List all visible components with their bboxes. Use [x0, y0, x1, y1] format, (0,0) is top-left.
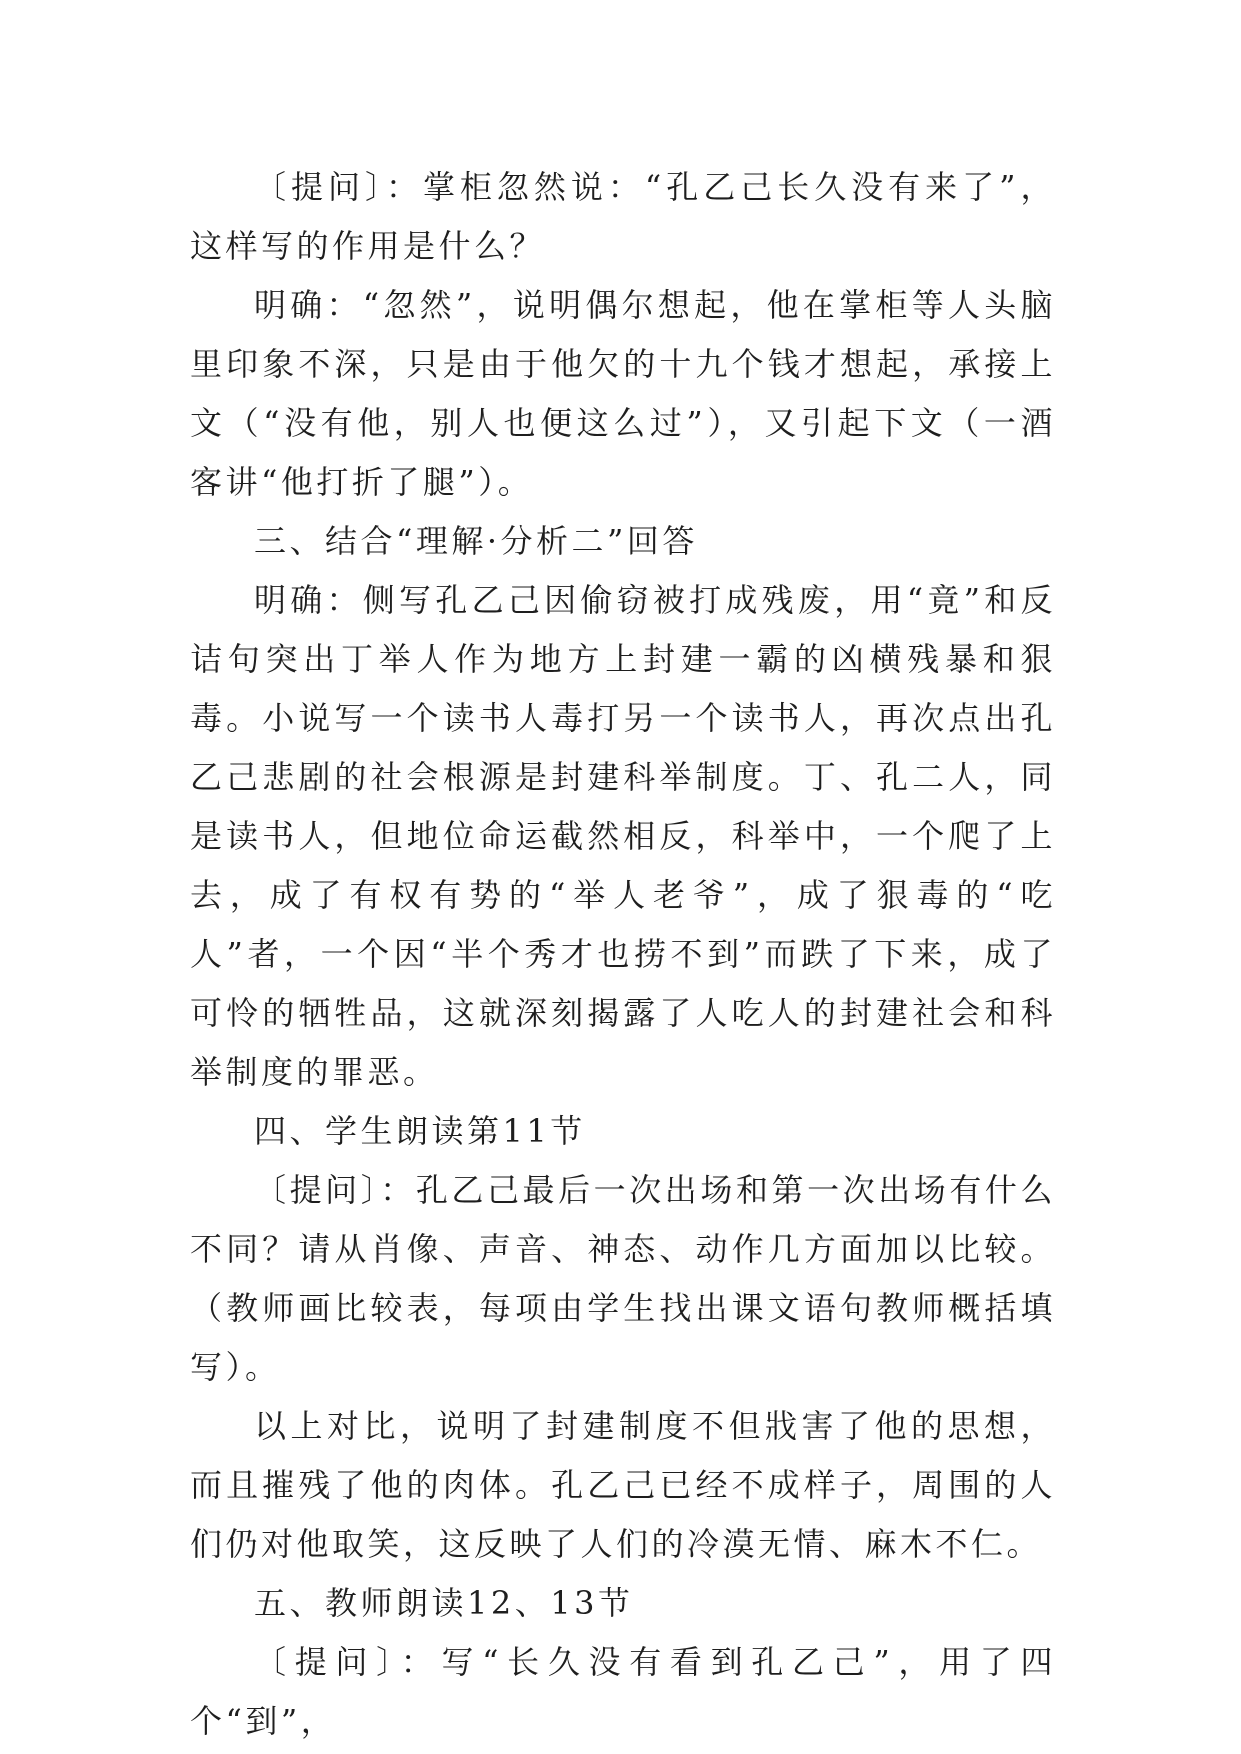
paragraph-question-zhanggui: 〔提问〕：掌柜忽然说：“孔乙己长久没有来了”，这样写的作用是什么？: [190, 168, 1056, 265]
section-heading-five: 五、教师朗读12、13节: [254, 1584, 634, 1622]
section-heading-four: 四、学生朗读第11节: [254, 1112, 586, 1150]
paragraph-question-dao: 〔提问〕：写“长久没有看到孔乙己”，用了四个“到”，: [190, 1643, 1056, 1740]
document-body: [190, 158, 1056, 1751]
paragraph-question-compare: 〔提问〕：孔乙己最后一次出场和第一次出场有什么不同？请从肖像、声音、神态、动作几方面加以比较。（教师画比较表，每项由学生找出课文语句教师概括填写）。: [190, 1171, 1056, 1386]
paragraph-answer-huran: 明确：“忽然”，说明偶尔想起，他在掌柜等人头脑里印象不深，只是由于他欠的十九个钱才想起，承接上文（“没有他，别人也便这么过”），又引起下文（一酒客讲“他打折了腿”）。: [190, 286, 1056, 501]
paragraph-conclusion-contrast: 以上对比，说明了封建制度不但戕害了他的思想，而且摧残了他的肉体。孔乙己已经不成样子，周围的人们仍对他取笑，这反映了人们的冷漠无情、麻木不仁。: [190, 1407, 1056, 1563]
section-heading-three: 三、结合“理解·分析二”回答: [254, 522, 698, 560]
paragraph-answer-juren: 明确：侧写孔乙己因偷窃被打成残废，用“竟”和反诘句突出丁举人作为地方上封建一霸的凶横残暴和狠毒。小说写一个读书人毒打另一个读书人，再次点出孔乙己悲剧的社会根源是封建科举制度。丁、孔二人，同是读书人，但地位命运截然相反，科举中，一个爬了上去，成了有权有势的“举人老爷”，成了狠毒的“吃人”者，一个因“半个秀才也捞不到”而跌了下来，成了可怜的牺牲品，这就深刻揭露了人吃人的封建社会和科举制度的罪恶。: [190, 581, 1056, 1091]
